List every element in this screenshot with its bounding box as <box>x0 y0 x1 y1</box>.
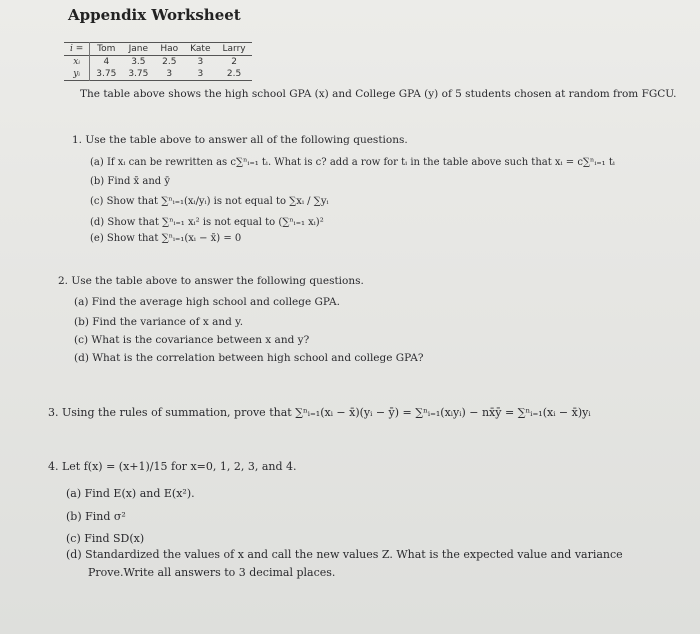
table-cell: 3.5 <box>131 57 146 67</box>
table-cell: 2.5 <box>162 57 177 67</box>
question-4-stem: 4. Let f(x) = (x+1)/15 for x=0, 1, 2, 3, and 4. <box>48 460 297 473</box>
question-4a: (a) Find E(x) and E(x²). <box>66 487 195 500</box>
table-cell: 2.5 <box>226 69 242 79</box>
table-header-row <box>64 43 252 56</box>
table-cell: 4 <box>103 57 110 67</box>
table-header-cell: Kate <box>190 44 211 54</box>
question-1c: (c) Show that ∑ⁿᵢ₌₁(xᵢ/yᵢ) is not equal to ∑xᵢ / ∑yᵢ <box>90 196 329 207</box>
question-1a: (a) If xᵢ can be rewritten as c∑ⁿᵢ₌₁ tᵢ. What is c? add a row for tᵢ in the table above such that xᵢ = c∑ⁿᵢ₌₁ tᵢ <box>90 157 615 168</box>
table-cell: 3.75 <box>96 69 117 79</box>
table-header-cell: Tom <box>97 44 116 54</box>
question-3: 3. Using the rules of summation, prove that ∑ⁿᵢ₌₁(xᵢ − x̄)(yᵢ − ȳ) = ∑ⁿᵢ₌₁(xᵢyᵢ) − nx̄ȳ = ∑ⁿᵢ₌₁(xᵢ − x̄)yᵢ <box>48 406 591 419</box>
gpa-table <box>64 42 252 81</box>
table-row <box>64 68 252 81</box>
question-2d: (d) What is the correlation between high school and college GPA? <box>74 352 424 364</box>
page-title: Appendix Worksheet <box>68 6 241 24</box>
question-1-stem: 1. Use the table above to answer all of the following questions. <box>72 134 408 146</box>
table-header-cell: i = <box>64 43 90 56</box>
table-header-cell: Jane <box>128 44 149 54</box>
question-4b: (b) Find σ² <box>66 510 126 523</box>
question-4d: (d) Standardized the values of x and call the new values Z. What is the expected value and variance <box>66 548 623 561</box>
table-cell: 3 <box>166 69 173 79</box>
question-1e: (e) Show that ∑ⁿᵢ₌₁(xᵢ − x̄) = 0 <box>90 233 242 244</box>
question-4c: (c) Find SD(x) <box>66 532 145 545</box>
table-cell: 3.75 <box>128 69 149 79</box>
table-row <box>64 56 252 69</box>
question-2a: (a) Find the average high school and college GPA. <box>74 296 340 308</box>
question-2b: (b) Find the variance of x and y. <box>74 316 244 328</box>
row-label-y: yᵢ <box>64 68 90 81</box>
question-1d: (d) Show that ∑ⁿᵢ₌₁ xᵢ² is not equal to (∑ⁿᵢ₌₁ xᵢ)² <box>90 217 324 228</box>
table-header-cell: Hao <box>160 44 179 54</box>
question-4d-continued: Prove.Write all answers to 3 decimal places. <box>88 566 336 579</box>
table-cell: 2 <box>231 57 237 67</box>
question-1b: (b) Find x̄ and ȳ <box>90 176 170 187</box>
table-header-cell: Larry <box>222 44 246 54</box>
table-caption: The table above shows the high school GPA (x) and College GPA (y) of 5 students chosen at random from FGCU. <box>80 88 677 100</box>
question-2c: (c) What is the covariance between x and y? <box>74 334 310 346</box>
table-cell: 3 <box>197 69 204 79</box>
table-cell: 3 <box>197 57 204 67</box>
question-2-stem: 2. Use the table above to answer the following questions. <box>58 275 364 287</box>
row-label-x: xᵢ <box>64 56 90 69</box>
